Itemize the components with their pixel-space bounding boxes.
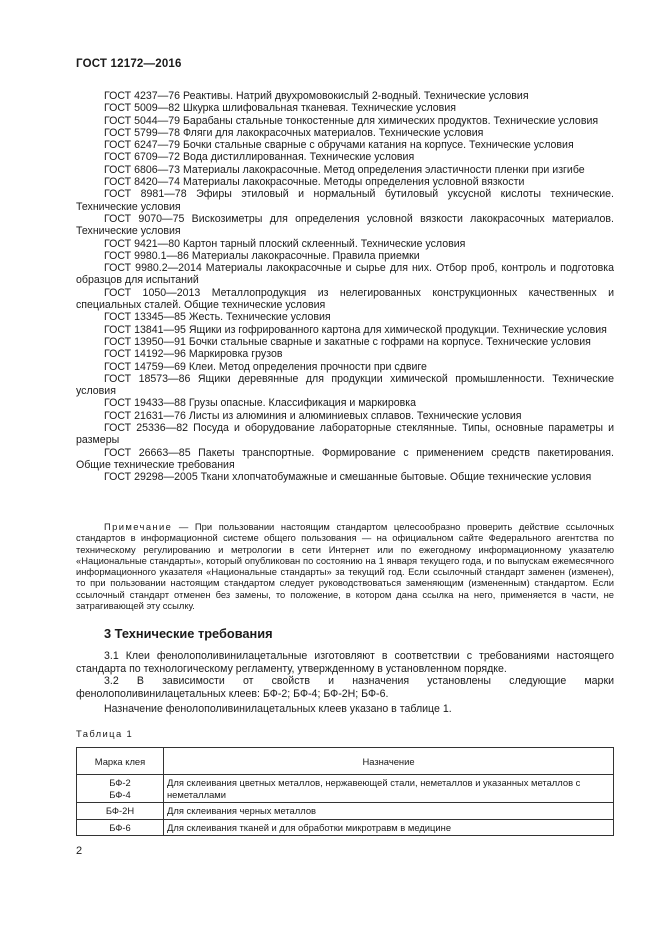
reference-item: ГОСТ 5044—79 Барабаны стальные тонкостенные для химических продуктов. Технические условия: [104, 114, 599, 127]
section-body: [76, 650, 614, 716]
table-cell-grade: БФ-2Н: [77, 803, 164, 820]
table-cell-purpose: Для склеивания цветных металлов, нержавеющей стали, неметаллов и указанных металлов с неметаллами: [164, 775, 614, 803]
table-label: Таблица 1: [76, 728, 134, 739]
table-cell-grade: БФ-2 БФ-4: [77, 775, 164, 803]
reference-item: ГОСТ 6247—79 Бочки стальные сварные с обручами катания на корпусе. Технические условия: [104, 139, 574, 152]
reference-item: ГОСТ 8981—78 Эфиры этиловый и нормальный бутиловый уксусной кислоты технические. Технические условия: [76, 188, 614, 213]
reference-item: ГОСТ 13345—85 Жесть. Технические условия: [104, 311, 331, 324]
reference-item: ГОСТ 9421—80 Картон тарный плоский склеенный. Технические условия: [104, 237, 466, 250]
reference-item: ГОСТ 21631—76 Листы из алюминия и алюминиевых сплавов. Технические условия: [104, 409, 522, 422]
table-cell-purpose: Для склеивания черных металлов: [164, 803, 614, 820]
reference-item: ГОСТ 14759—69 Клеи. Метод определения прочности при сдвиге: [104, 360, 427, 373]
reference-item: ГОСТ 8420—74 Материалы лакокрасочные. Методы определения условной вязкости: [104, 176, 525, 189]
table-header-row: [77, 748, 614, 775]
reference-item: ГОСТ 6806—73 Материалы лакокрасочные. Метод определения эластичности пленки при изгибе: [104, 163, 585, 176]
reference-item: ГОСТ 19433—88 Грузы опасные. Классификация и маркировка: [104, 397, 417, 410]
table-1: [76, 747, 614, 836]
paragraph-3-2: 3.2 В зависимости от свойств и назначения установлены следующие марки фенолополивинилацетальных клеев: БФ-2; БФ-4; БФ-2Н; БФ-6.: [76, 675, 614, 700]
table-row: [77, 819, 614, 836]
reference-item: ГОСТ 9070—75 Вискозиметры для определения условной вязкости лакокрасочных материалов. Технические условия: [76, 212, 614, 238]
reference-item: ГОСТ 14192—96 Маркировка грузов: [104, 348, 283, 361]
reference-item: ГОСТ 5009—82 Шкурка шлифовальная тканевая. Технические условия: [104, 102, 456, 115]
table-cell-grade: БФ-6: [77, 819, 164, 836]
table-header-grade: Марка клея: [77, 748, 164, 775]
table-cell-purpose: Для склеивания тканей и для обработки микротравм в медицине: [164, 819, 614, 836]
reference-item: ГОСТ 5799—78 Фляги для лакокрасочных материалов. Технические условия: [104, 126, 484, 139]
reference-item: ГОСТ 13841—95 Ящики из гофрированного картона для химической продукции. Технические условия: [104, 323, 607, 336]
table-header-purpose: Назначение: [164, 748, 614, 775]
page-header: ГОСТ 12172—2016: [76, 58, 182, 70]
note-text: — При пользовании настоящим стандартом целесообразно проверить действие ссылочных стандартов в информационной системе общего пользования — на официальном сайте Федерального агентства по техническому регулированию и метрологии в сети Интернет или по ежегодному информационному указателю «Национальные стандарты», который опубликован по состоянию на 1 января текущего года, и по выпускам ежемесячного информационного указателя «Национальные стандарты» за текущий год. Если ссылочный стандарт заменен (изменен), то при пользовании настоящим стандартом следует руководствоваться заменяющим (измененным) стандартом. Если ссылочный стандарт отменен без замены, то положение, в котором дана ссылка на него, применяется в части, не затрагивающей эту ссылку.: [76, 521, 614, 612]
reference-item: ГОСТ 18573—86 Ящики деревянные для продукции химической промышленности. Технические условия: [76, 372, 614, 398]
reference-item: ГОСТ 26663—85 Пакеты транспортные. Формирование с применением средств пакетирования. Общие технические требования: [76, 446, 614, 471]
reference-item: ГОСТ 4237—76 Реактивы. Натрий двухромовокислый 2-водный. Технические условия: [104, 90, 529, 102]
paragraph-table-ref: Назначение фенолополивинилацетальных клеев указано в таблице 1.: [104, 703, 452, 715]
section-title: 3 Технические требования: [104, 626, 273, 641]
reference-item: ГОСТ 6709—72 Вода дистиллированная. Технические условия: [104, 151, 415, 164]
reference-item: ГОСТ 9980.2—2014 Материалы лакокрасочные и сырье для них. Отбор проб, контроль и подготовка образцов для испытаний: [76, 262, 614, 287]
paragraph-3-1: 3.1 Клеи фенолополивинилацетальные изготовляют в соответствии с требованиями настоящего стандарта по технологическому регламенту, утвержденному в установленном порядке.: [76, 650, 614, 675]
table-body: [77, 775, 614, 836]
note-paragraph: [76, 521, 614, 611]
normative-references-list: [76, 90, 614, 484]
reference-item: ГОСТ 13950—91 Бочки стальные сварные и закатные с гофрами на корпусе. Технические условия: [104, 335, 591, 348]
table-row: [77, 775, 614, 803]
table-row: [77, 803, 614, 820]
note-label: Примечание: [104, 521, 173, 532]
page-number: 2: [76, 845, 83, 857]
reference-item: ГОСТ 1050—2013 Металлопродукция из нелегированных конструкционных качественных и специальных сталей. Общие технические условия: [76, 286, 614, 312]
reference-item: ГОСТ 29298—2005 Ткани хлопчатобумажные и смешанные бытовые. Общие технические условия: [104, 471, 592, 484]
reference-item: ГОСТ 9980.1—86 Материалы лакокрасочные. Правила приемки: [104, 249, 420, 262]
reference-item: ГОСТ 25336—82 Посуда и оборудование лабораторные стеклянные. Типы, основные параметры и размеры: [76, 422, 614, 447]
